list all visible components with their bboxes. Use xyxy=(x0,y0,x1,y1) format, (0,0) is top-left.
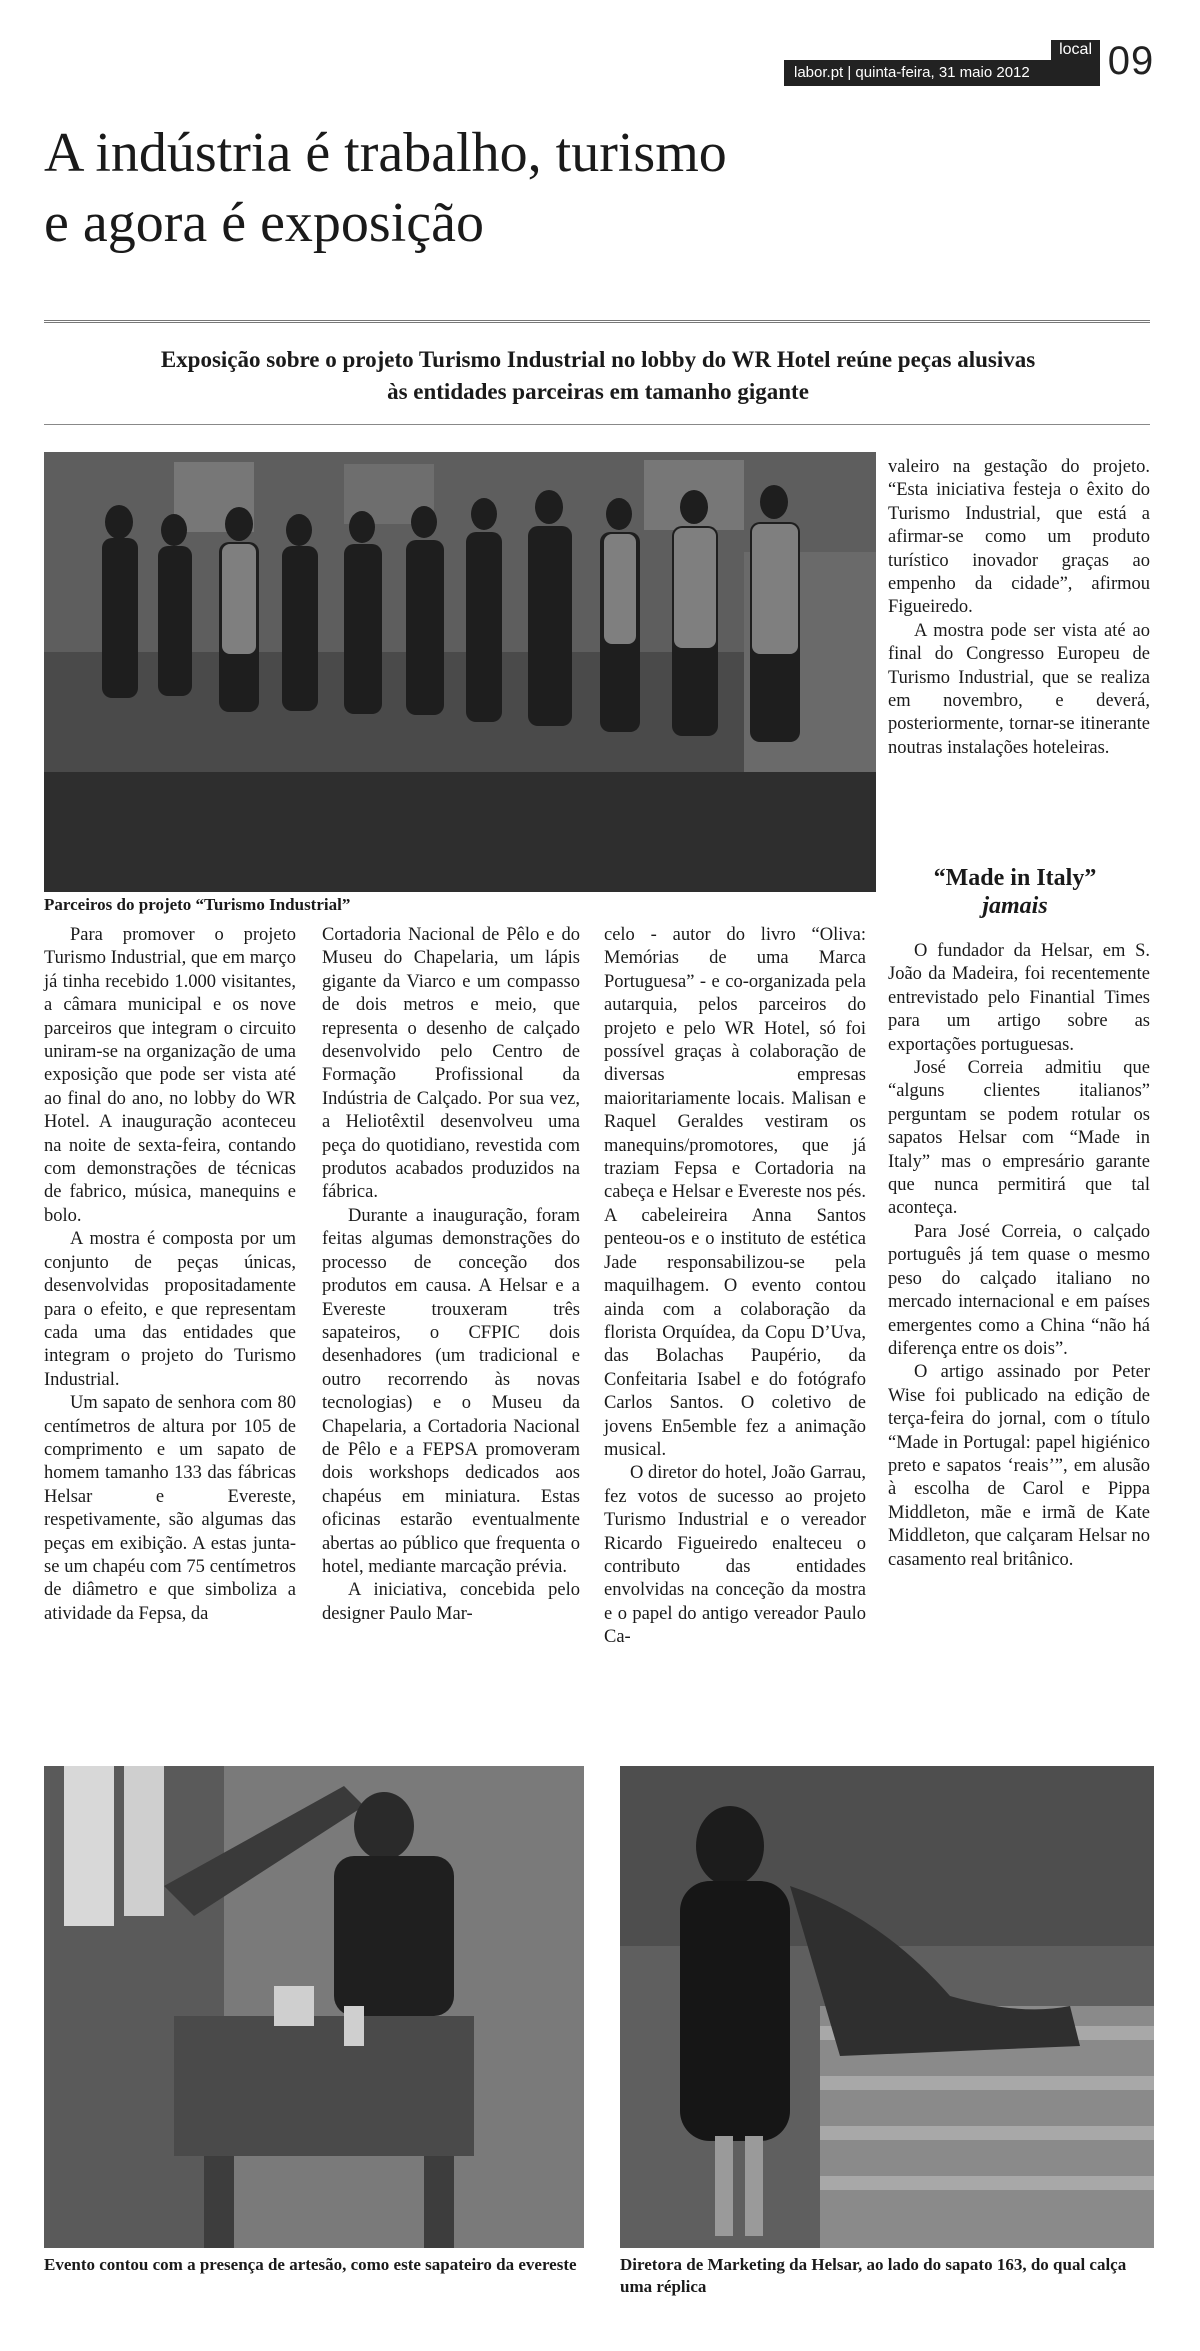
paragraph: O diretor do hotel, João Garrau, fez votos de sucesso ao projeto Turismo Industrial e o vereador Ricardo Figueiredo enalteceu o contributo das entidades envolvidas na conceção da mostra e o papel do antigo vereador Paulo Ca- xyxy=(604,1463,866,1648)
paragraph: valeiro na gestação do projeto. “Esta iniciativa festeja o êxito do Turismo Industrial, que está a afirmar-se como um produto turístico inovador graças ao empenho da cidade”, afirmou Figueiredo. xyxy=(888,457,1150,618)
subtitle-line-2: às entidades parceiras em tamanho gigante xyxy=(387,379,809,404)
article-subtitle xyxy=(60,344,1136,408)
group-photo xyxy=(44,452,876,892)
title-line-1: A indústria é trabalho, turismo xyxy=(44,122,727,184)
page-header xyxy=(784,36,1162,88)
paragraph: Um sapato de senhora com 80 centímetros de altura por 105 de comprimento e um sapato de homem tamanho 133 das fábricas Helsar e Evereste, respetivamente, são algumas das peças em exibição. A estas junta-se um chapéu com 75 centímetros de diâmetro e que simboliza a atividade da Fepsa, da xyxy=(44,1393,296,1624)
paragraph: celo - autor do livro “Oliva: Memórias de uma Marca Portuguesa” - e co-organizada pela autarquia, pelos parceiros do projeto e pelo WR Hotel, só foi possível graças à colaboração de diversas empresas maioritariamente locais. Malisan e Raquel Geraldes vestiram os manequins/promotores, que já traziam Fepsa e Cortadoria na cabeça e Helsar e Evereste nos pés. A cabeleireira Anna Santos penteou-os e o instituto de estética Jade responsabilizou-se pela maquilhagem. O evento contou ainda com a colaboração da florista Orquídea, da Copu D’Uva, das Bolachas Paupério, da Confeitaria Isabel e do fotógrafo Carlos Santos. O coletivo de jovens En5emble fez a animação musical. xyxy=(604,925,866,1460)
paragraph: José Correia admitiu que “alguns clientes italianos” perguntam se podem rotular os sapatos Helsar com “Made in Italy” mas o empresário garante que nunca permitirá que tal aconteça. xyxy=(888,1058,1150,1219)
paragraph: O artigo assinado por Peter Wise foi publicado na edição de terça-feira do jornal, com o título “Made in Portugal: papel higiénico preto e sapatos ‘reais’”, em alusão à escolha de Carol e Pippa Middleton, mãe e irmã de Kate Middleton, que calçaram Helsar no casamento real britânico. xyxy=(888,1362,1150,1570)
side-heading-line-1: “Made in Italy” xyxy=(933,865,1097,891)
artisan-photo xyxy=(44,1766,584,2248)
paragraph: Cortadoria Nacional de Pêlo e do Museu do Chapelaria, um lápis gigante da Viarco e um compasso de dois metros e meio, que representa o desenho de calçado desenvolvido pelo Centro de Formação Profissional da Indústria de Calçado. Por sua vez, a Heliotêxtil desenvolveu uma peça do quotidiano, revestida com produtos acabados produzidos na fábrica. xyxy=(322,925,580,1203)
side-heading xyxy=(880,864,1150,920)
side-heading-line-2: jamais xyxy=(982,893,1048,919)
director-photo-caption: Diretora de Marketing da Helsar, ao lado do sapato 163, do qual calça uma réplica xyxy=(620,2255,1127,2296)
article-title xyxy=(44,118,1144,258)
paragraph: A mostra pode ser vista até ao final do Congresso Europeu de Turismo Industrial, que se realiza em novembro, e deverá, posteriormente, tornar-se itinerante noutras instalações hoteleiras. xyxy=(888,620,1150,758)
paragraph: A mostra é composta por um conjunto de peças únicas, desenvolvidas propositadamente para o efeito, e que representam cada uma das entidades que integram o projeto do Turismo Industrial. xyxy=(44,1229,296,1390)
site-date: labor.pt | quinta-feira, 31 maio 2012 xyxy=(784,60,1100,86)
artisan-photo-caption: Evento contou com a presença de artesão, como este sapateiro da evereste xyxy=(44,2255,577,2274)
page-number: 09 xyxy=(1100,36,1162,86)
article-column-4-top xyxy=(888,456,1150,760)
paragraph: O fundador da Helsar, em S. João da Madeira, foi recentemente entrevistado pelo Finantial Times para um artigo sobre as exportações portuguesas. xyxy=(888,941,1150,1055)
article-column-4-bottom xyxy=(888,940,1150,1572)
paragraph: Para José Correia, o calçado português já tem quase o mesmo peso do calçado italiano no mercado internacional e em países emergentes como a China “não há diferença entre os dois”. xyxy=(888,1221,1150,1359)
paragraph: Para promover o projeto Turismo Industrial, que em março já tinha recebido 1.000 visitantes, a câmara municipal e os nove parceiros que integram o circuito uniram-se na organização de uma exposição que pode ser vista até ao final do ano, no lobby do WR Hotel. A inauguração aconteceu na noite de sexta-feira, contando com demonstrações de técnicas de fabrico, música, manequins e bolo. xyxy=(44,925,296,1226)
article-column-2 xyxy=(322,924,580,1626)
section-label: local xyxy=(1051,40,1100,60)
title-divider xyxy=(44,320,1150,323)
paragraph: Durante a inauguração, foram feitas algumas demonstrações do processo de conceção dos produtos em causa. A Helsar e a Evereste trouxeram três sapateiros, o CFPIC dois desenhadores (um tradicional e outro recorrendo às novas tecnologias) e o Museu da Chapelaria, a Cortadoria Nacional de Pêlo e a FEPSA promoveram dois workshops dedicados aos chapéus em miniatura. Estas oficinas estarão eventualmente abertas ao público que frequenta o hotel, mediante marcação prévia. xyxy=(322,1205,580,1577)
title-line-2: e agora é exposição xyxy=(44,192,484,254)
director-photo xyxy=(620,1766,1154,2248)
group-photo-caption: Parceiros do projeto “Turismo Industrial” xyxy=(44,895,351,914)
paragraph: A iniciativa, concebida pelo designer Paulo Mar- xyxy=(322,1580,580,1624)
subtitle-divider xyxy=(44,424,1150,425)
article-column-3 xyxy=(604,924,866,1650)
article-column-1 xyxy=(44,924,296,1626)
subtitle-line-1: Exposição sobre o projeto Turismo Industrial no lobby do WR Hotel reúne peças alusivas xyxy=(160,347,1036,372)
